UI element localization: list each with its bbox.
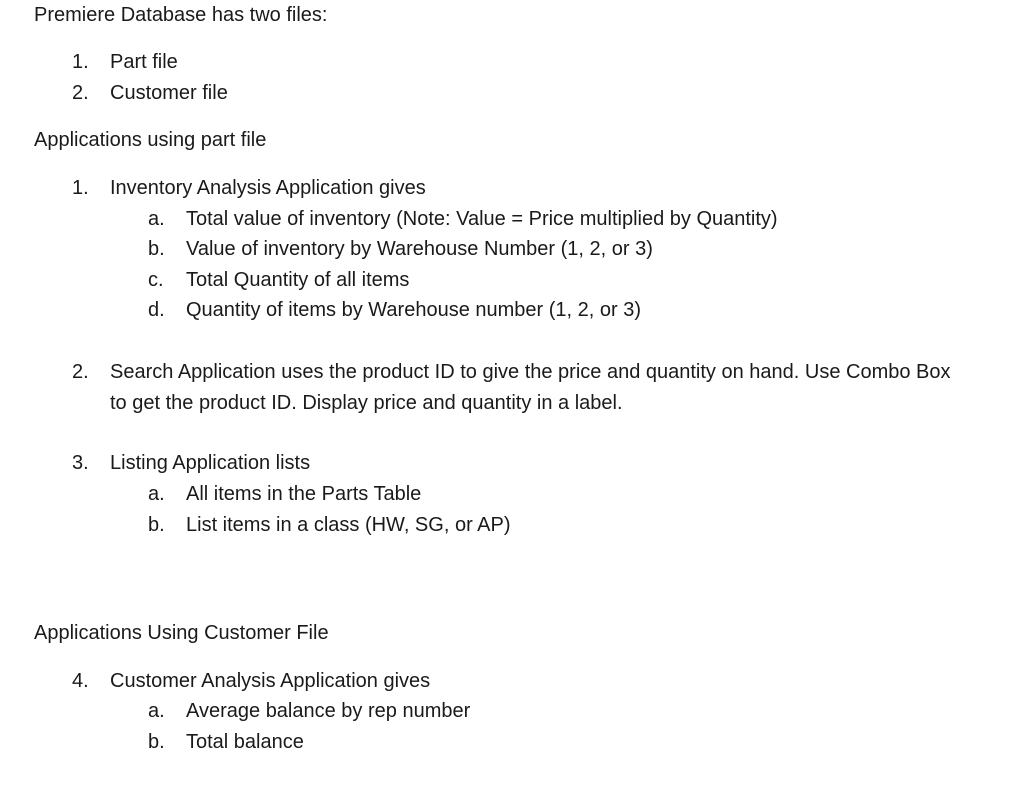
list-number: 1. — [72, 177, 89, 199]
sublist-item: Value of inventory by Warehouse Number (1, 2, or 3) — [186, 238, 653, 260]
sublist-item: All items in the Parts Table — [186, 483, 422, 505]
list-item-search-application-cont: to get the product ID. Display price and quantity in a label. — [110, 392, 623, 414]
list-item-listing-application: Listing Application lists — [110, 452, 311, 474]
sublist-letter: b. — [148, 731, 165, 753]
sublist-letter: b. — [148, 514, 165, 536]
sublist-letter: c. — [148, 269, 164, 291]
heading-part-apps: Applications using part file — [34, 129, 267, 151]
sublist-letter: a. — [148, 208, 165, 230]
list-number: 4. — [72, 670, 89, 692]
heading-customer-apps: Applications Using Customer File — [34, 622, 329, 644]
list-item-part-file: Part file — [110, 51, 178, 73]
sublist-letter: b. — [148, 238, 165, 260]
list-number: 2. — [72, 82, 89, 104]
sublist-item: Total balance — [186, 731, 304, 753]
sublist-item: Total value of inventory (Note: Value = Price multiplied by Quantity) — [186, 208, 778, 230]
list-item-inventory-analysis: Inventory Analysis Application gives — [110, 177, 426, 199]
sublist-item: Total Quantity of all items — [186, 269, 410, 291]
sublist-item: Quantity of items by Warehouse number (1, 2, or 3) — [186, 299, 642, 321]
list-item-search-application: Search Application uses the product ID to give the price and quantity on hand. Use Combo Box — [110, 361, 951, 383]
list-item-customer-analysis: Customer Analysis Application gives — [110, 670, 431, 692]
heading-files: Premiere Database has two files: — [34, 4, 328, 26]
sublist-item: Average balance by rep number — [186, 700, 471, 722]
sublist-letter: d. — [148, 299, 165, 321]
list-number: 2. — [72, 361, 89, 383]
list-number: 1. — [72, 51, 89, 73]
sublist-letter: a. — [148, 700, 165, 722]
sublist-letter: a. — [148, 483, 165, 505]
list-item-customer-file: Customer file — [110, 82, 228, 104]
sublist-item: List items in a class (HW, SG, or AP) — [186, 514, 511, 536]
list-number: 3. — [72, 452, 89, 474]
